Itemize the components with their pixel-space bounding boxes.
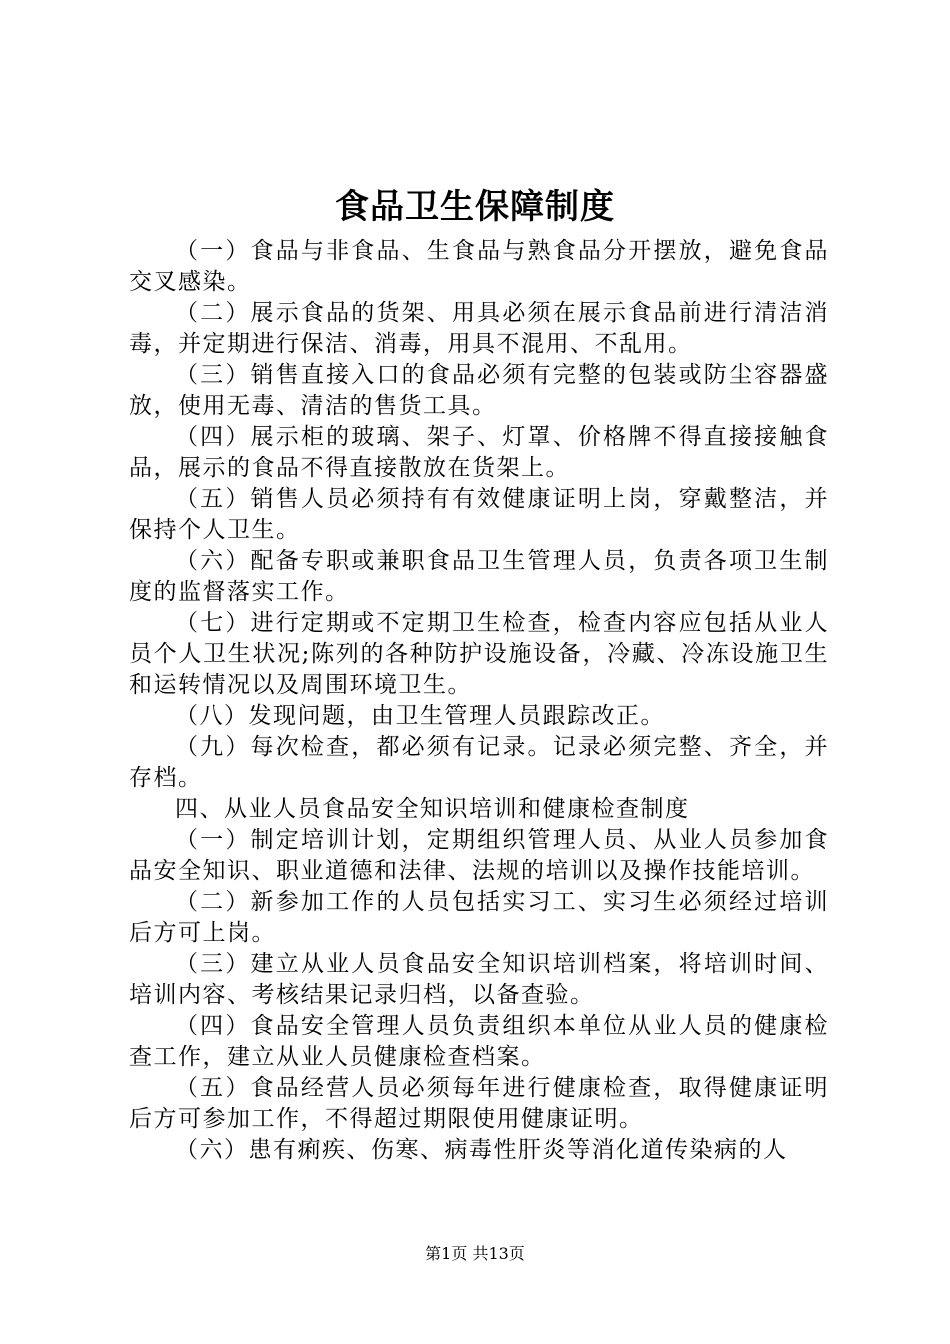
paragraph-11: （二）新参加工作的人员包括实习工、实习生必须经过培训后方可上岗。 xyxy=(129,889,829,946)
paragraph-13: （四）食品安全管理人员负责组织本单位从业人员的健康检查工作，建立从业人员健康检查档案。 xyxy=(129,1013,829,1070)
document-title: 食品卫生保障制度 xyxy=(335,187,615,227)
paragraph-8: （八）发现问题，由卫生管理人员跟踪改正。 xyxy=(175,703,665,729)
paragraph-9: （九）每次检查，都必须有记录。记录必须完整、齐全，并存档。 xyxy=(129,734,829,791)
paragraph-15: （六）患有痢疾、伤寒、病毒性肝炎等消化道传染病的人 xyxy=(175,1137,788,1163)
paragraph-12: （三）建立从业人员食品安全知识培训档案，将培训时间、培训内容、考核结果记录归档，以备查验。 xyxy=(129,951,829,1008)
paragraph-10: （一）制定培训计划，定期组织管理人员、从业人员参加食品安全知识、职业道德和法律、法规的培训以及操作技能培训。 xyxy=(129,827,829,884)
paragraph-6: （六）配备专职或兼职食品卫生管理人员，负责各项卫生制度的监督落实工作。 xyxy=(129,548,829,605)
paragraph-14: （五）食品经营人员必须每年进行健康检查，取得健康证明后方可参加工作，不得超过期限使用健康证明。 xyxy=(129,1075,829,1132)
paragraph-4: （四）展示柜的玻璃、架子、灯罩、价格牌不得直接接触食品，展示的食品不得直接散放在货架上。 xyxy=(129,424,829,481)
paragraph-3: （三）销售直接入口的食品必须有完整的包装或防尘容器盛放，使用无毒、清洁的售货工具。 xyxy=(129,362,829,419)
paragraph-7: （七）进行定期或不定期卫生检查，检查内容应包括从业人员个人卫生状况;陈列的各种防护设施设备，冷藏、冷冻设施卫生和运转情况以及周围环境卫生。 xyxy=(129,610,829,698)
paragraph-1: （一）食品与非食品、生食品与熟食品分开摆放，避免食品交叉感染。 xyxy=(129,238,829,295)
document-body xyxy=(129,236,829,1166)
paragraph-2: （二）展示食品的货架、用具必须在展示食品前进行清洁消毒，并定期进行保洁、消毒，用具不混用、不乱用。 xyxy=(129,300,829,357)
paragraph-5: （五）销售人员必须持有有效健康证明上岗，穿戴整洁，并保持个人卫生。 xyxy=(129,486,829,543)
page-number-footer: 第1页 共13页 xyxy=(425,1244,525,1263)
section-heading: 四、从业人员食品安全知识培训和健康检查制度 xyxy=(175,796,690,822)
